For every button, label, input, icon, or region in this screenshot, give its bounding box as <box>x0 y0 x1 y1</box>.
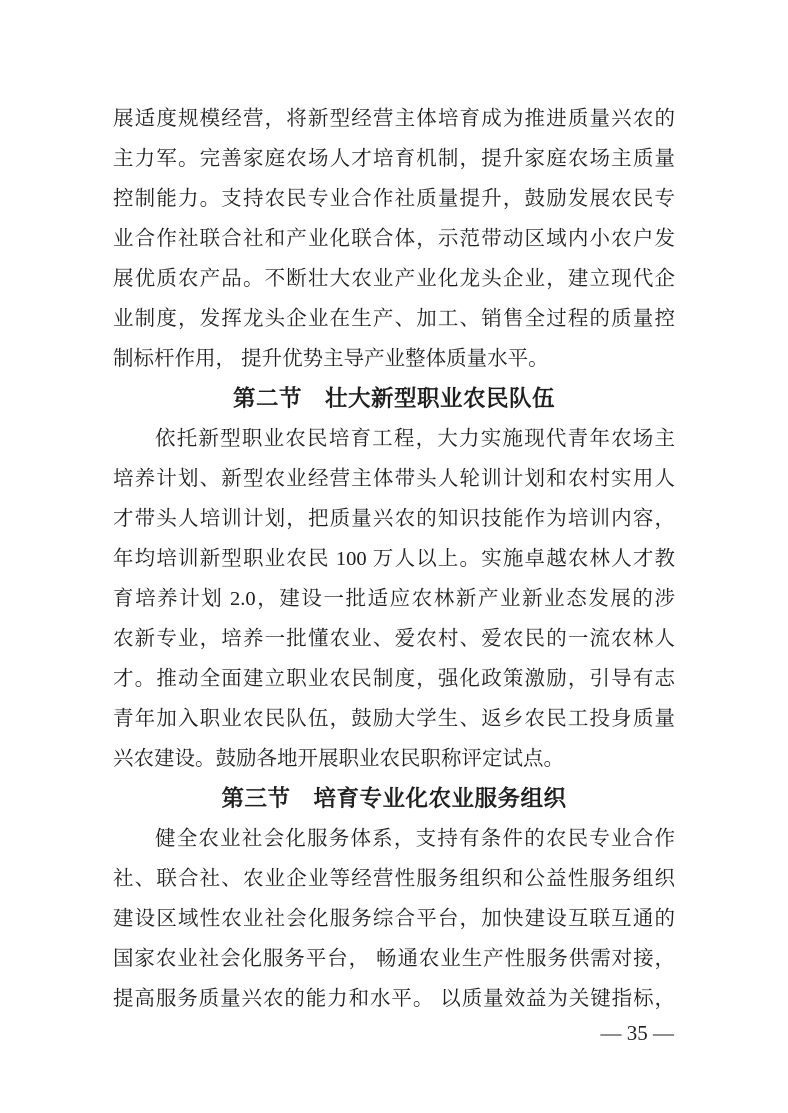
text-line: 国家农业社会化服务平台， 畅通农业生产性服务供需对接， <box>113 948 675 970</box>
text-line: 农新专业，培养一批懂农业、爱农村、爱农民的一流农林人 <box>113 628 675 650</box>
page-number: — 35 — <box>600 1021 674 1045</box>
text-line: 建设区域性农业社会化服务综合平台，加快建设互联互通的 <box>113 908 675 930</box>
text-line: 业合作社联合社和产业化联合体，示范带动区域内小农户发 <box>113 228 675 250</box>
text-line: 健全农业社会化服务体系，支持有条件的农民专业合作 <box>155 828 675 850</box>
text-line: 业制度，发挥龙头企业在生产、加工、销售全过程的质量控 <box>113 308 675 330</box>
text-line: 年均培训新型职业农民 100 万人以上。实施卓越农林人才教 <box>113 548 675 570</box>
text-line: 育培养计划 2.0，建设一批适应农林新产业新业态发展的涉 <box>113 588 675 610</box>
text-line: 展适度规模经营，将新型经营主体培育成为推进质量兴农的 <box>113 108 675 130</box>
text-line: 主力军。完善家庭农场人才培育机制，提升家庭农场主质量 <box>113 148 675 170</box>
text-line: 才带头人培训计划，把质量兴农的知识技能作为培训内容， <box>113 508 675 530</box>
text-line: 才。推动全面建立职业农民制度，强化政策激励，引导有志 <box>113 668 675 690</box>
document-body <box>113 99 675 1019</box>
text-line: 展优质农产品。不断壮大农业产业化龙头企业，建立现代企 <box>113 268 675 290</box>
section-heading: 第二节 壮大新型职业农民队伍 <box>232 386 555 411</box>
text-line: 培养计划、新型农业经营主体带头人轮训计划和农村实用人 <box>113 468 675 490</box>
text-line: 制标杆作用， 提升优势主导产业整体质量水平。 <box>113 348 549 370</box>
text-line: 兴农建设。鼓励各地开展职业农民职称评定试点。 <box>113 748 564 770</box>
text-line: 社、联合社、农业企业等经营性服务组织和公益性服务组织 <box>113 868 675 890</box>
text-line: 提高服务质量兴农的能力和水平。 以质量效益为关键指标， <box>113 988 675 1010</box>
text-line: 青年加入职业农民队伍，鼓励大学生、返乡农民工投身质量 <box>113 708 675 730</box>
text-line: 依托新型职业农民培育工程，大力实施现代青年农场主 <box>155 428 675 450</box>
text-line: 控制能力。支持农民专业合作社质量提升，鼓励发展农民专 <box>113 188 675 210</box>
section-heading: 第三节 培育专业化农业服务组织 <box>221 786 567 811</box>
